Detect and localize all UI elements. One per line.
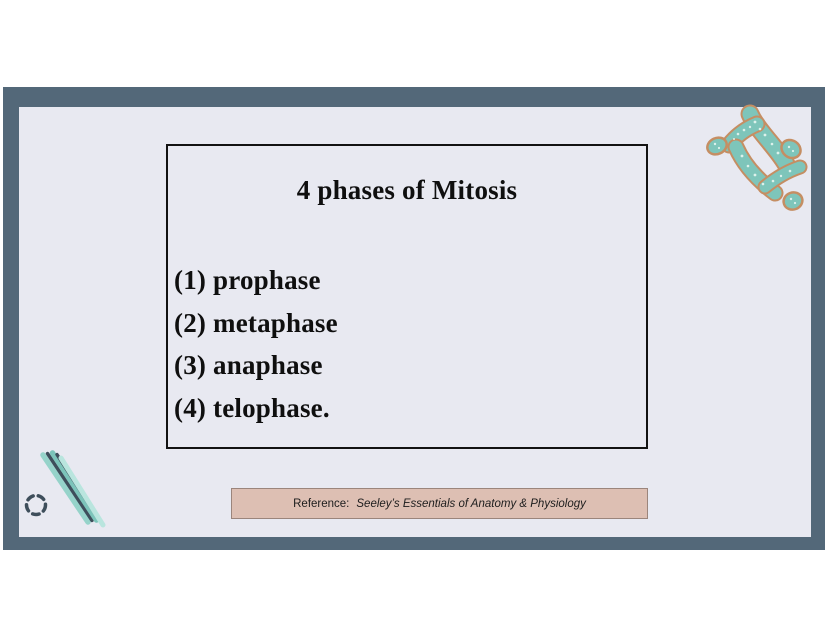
list-item: (1) prophase [174, 265, 321, 295]
reference-bar [231, 488, 648, 519]
spindle-fibers-illustration [16, 446, 108, 536]
fiber-bundle [43, 453, 103, 525]
list-item: (4) telophase. [174, 392, 330, 423]
list-item: (2) metaphase [174, 307, 338, 338]
mitosis-phases-box [166, 144, 648, 449]
list-item: (3) anaphase [174, 350, 323, 380]
reference-source: Seeley’s Essentials of Anatomy & Physiology [356, 497, 586, 510]
reference-label: Reference: [293, 497, 350, 510]
chromosome-oval [781, 190, 805, 212]
phase-list [174, 259, 338, 429]
chromosome-blobs-illustration [700, 104, 810, 216]
chromosome-sausage [765, 167, 800, 187]
dashed-circle-icon [27, 496, 46, 515]
box-title: 4 phases of Mitosis [296, 175, 518, 205]
